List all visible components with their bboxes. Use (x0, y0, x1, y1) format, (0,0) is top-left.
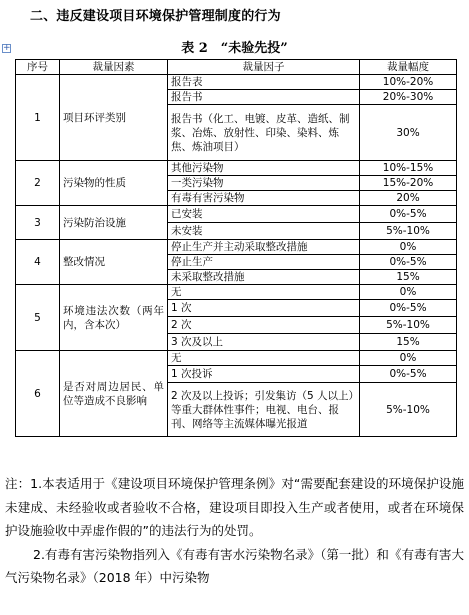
range-cell: 20% (360, 191, 457, 206)
range-cell: 20%-30% (360, 90, 457, 105)
range-cell: 0% (360, 240, 457, 255)
factor-category-cell: 污染物的性质 (60, 161, 168, 206)
range-cell: 30% (360, 105, 457, 161)
range-cell: 0%-5% (360, 255, 457, 270)
table-row (16, 75, 457, 90)
factor-cell: 已安装 (168, 206, 360, 223)
range-cell: 0% (360, 351, 457, 366)
table-row (16, 206, 457, 223)
factor-category-cell: 项目环评类别 (60, 75, 168, 161)
factor-cell: 1 次投诉 (168, 366, 360, 383)
table-row (16, 161, 457, 176)
header-cell: 裁量幅度 (360, 60, 457, 75)
table-row (16, 351, 457, 366)
range-cell: 5%-10% (360, 223, 457, 240)
factor-cell: 未安装 (168, 223, 360, 240)
range-cell: 15% (360, 334, 457, 351)
table-row (16, 285, 457, 300)
table-caption: 表 2 “未验先投” (181, 41, 288, 56)
row-number-cell: 3 (16, 206, 60, 240)
factor-cell: 未采取整改措施 (168, 270, 360, 285)
row-number-cell: 6 (16, 351, 60, 437)
range-cell: 0%-5% (360, 366, 457, 383)
section-heading: 二、违反建设项目环境保护管理制度的行为 (30, 9, 281, 24)
factor-cell: 1 次 (168, 300, 360, 317)
table-move-handle-icon[interactable]: + (3, 43, 11, 53)
range-cell: 0% (360, 285, 457, 300)
row-number-cell: 2 (16, 161, 60, 206)
note-2: 2.有毒有害污染物指列入《有毒有害水污染物名录》（第一批）和《有毒有害大气污染物名录》（2018 年）中污染物 (5, 546, 464, 585)
factor-cell: 报告书（化工、电镀、皮革、造纸、制浆、冶炼、放射性、印染、染料、炼焦、炼油项目） (168, 105, 360, 161)
header-cell: 裁量因素 (60, 60, 168, 75)
header-cell: 裁量因子 (168, 60, 360, 75)
range-cell: 0%-5% (360, 206, 457, 223)
factor-cell: 无 (168, 351, 360, 366)
header-cell: 序号 (16, 60, 60, 75)
note-1: 注：1.本表适用于《建设项目环境保护管理条例》对“需要配套建设的环境保护设施未建成、未经验收或者验收不合格，建设项目即投入生产或者使用，或者在环境保护设施验收中弄虚作假的”的违法行为的处罚。 (5, 476, 464, 538)
range-cell: 0%-5% (360, 300, 457, 317)
factor-cell: 2 次及以上投诉；引发集访（5 人以上）等重大群体性事件；电视、电台、报刊、网络等主流媒体曝光报道 (168, 383, 360, 437)
factor-cell: 无 (168, 285, 360, 300)
range-cell: 15% (360, 270, 457, 285)
penalty-table (15, 59, 457, 437)
factor-cell: 一类污染物 (168, 176, 360, 191)
range-cell: 10%-15% (360, 161, 457, 176)
table-notes (5, 472, 464, 590)
row-number-cell: 4 (16, 240, 60, 285)
factor-cell: 3 次及以上 (168, 334, 360, 351)
factor-cell: 报告表 (168, 75, 360, 90)
range-cell: 10%-20% (360, 75, 457, 90)
factor-cell: 有毒有害污染物 (168, 191, 360, 206)
row-number-cell: 5 (16, 285, 60, 351)
factor-cell: 停止生产并主动采取整改措施 (168, 240, 360, 255)
factor-cell: 停止生产 (168, 255, 360, 270)
factor-cell: 其他污染物 (168, 161, 360, 176)
factor-category-cell: 环境违法次数（两年内，含本次） (60, 285, 168, 351)
factor-cell: 报告书 (168, 90, 360, 105)
range-cell: 5%-10% (360, 317, 457, 334)
range-cell: 5%-10% (360, 383, 457, 437)
table-header-row (16, 60, 457, 75)
factor-category-cell: 污染防治设施 (60, 206, 168, 240)
factor-category-cell: 整改情况 (60, 240, 168, 285)
range-cell: 15%-20% (360, 176, 457, 191)
table-row (16, 240, 457, 255)
row-number-cell: 1 (16, 75, 60, 161)
factor-cell: 2 次 (168, 317, 360, 334)
factor-category-cell: 是否对周边居民、单位等造成不良影响 (60, 351, 168, 437)
